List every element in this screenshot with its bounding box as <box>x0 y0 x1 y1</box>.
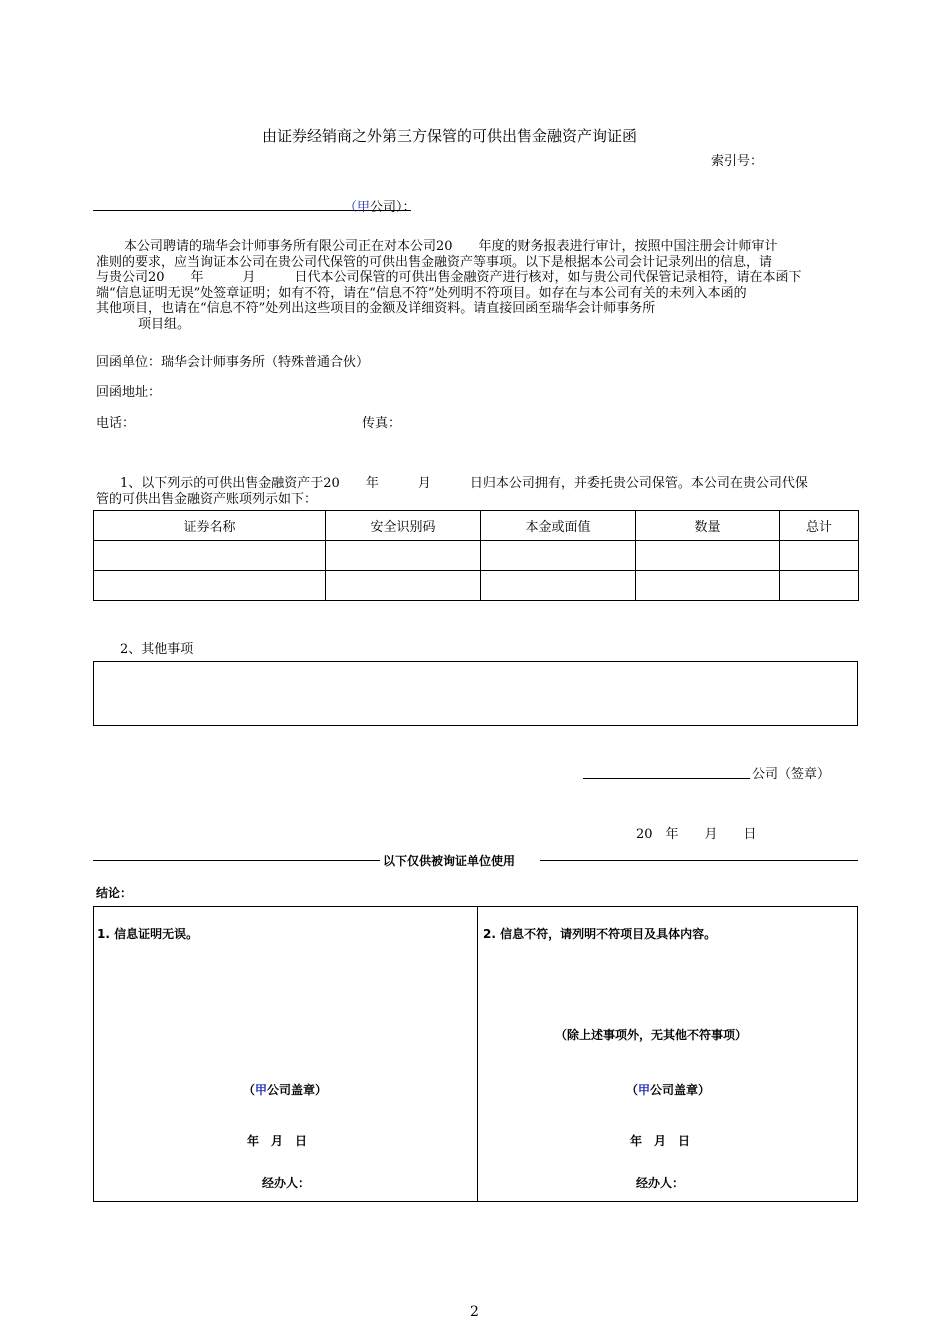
para-line-6: 项目组。 <box>138 316 191 332</box>
item1-line-1: 1、以下列示的可供出售金融资产于20 年 月 日归本公司拥有，并委托贵公司保管。本公司在贵公司代保 <box>120 476 808 491</box>
table-cell[interactable] <box>481 541 636 571</box>
left-seal-open: （ <box>243 1083 256 1097</box>
conclusion-box <box>93 906 858 1202</box>
para-line-4: 端“信息证明无误”处签章证明；如有不符，请在“信息不符”处列明不符项目。如存在与本公司有关的未列入本函的 <box>96 285 747 301</box>
header-principal: 本金或面值 <box>481 511 636 541</box>
divider-left-line <box>93 860 380 861</box>
assets-table <box>93 510 859 601</box>
table-cell[interactable] <box>481 571 636 601</box>
header-total: 总计 <box>780 511 859 541</box>
header-security-name: 证券名称 <box>94 511 326 541</box>
item1-line-2: 管的可供出售金融资产账项列示如下： <box>96 492 318 507</box>
table-row <box>94 541 859 571</box>
reply-unit: 回函单位：瑞华会计师事务所（特殊普通合伙） <box>96 355 370 370</box>
table-cell[interactable] <box>636 541 780 571</box>
left-box-date: 年 月 日 <box>247 1134 308 1148</box>
table-cell[interactable] <box>94 571 326 601</box>
left-box-seal <box>243 1081 327 1098</box>
right-box-handler: 经办人： <box>636 1176 685 1190</box>
table-cell[interactable] <box>94 541 326 571</box>
table-cell[interactable] <box>780 541 859 571</box>
right-seal-open: （ <box>626 1083 639 1097</box>
right-seal-blue-text: 甲 <box>638 1083 651 1097</box>
table-cell[interactable] <box>326 541 481 571</box>
table-cell[interactable] <box>780 571 859 601</box>
conclusion-label: 结论： <box>96 886 133 900</box>
reply-address: 回函地址： <box>96 385 162 400</box>
table-row <box>94 571 859 601</box>
company-seal-underline <box>583 778 750 779</box>
left-box-heading: 1. 信息证明无误。 <box>97 927 199 941</box>
para-line-2: 准则的要求，应当询证本公司在贵公司代保管的可供出售金融资产等事项。以下是根据本公司会计记录列出的信息，请 <box>96 254 773 270</box>
other-matters-box[interactable] <box>93 661 858 726</box>
header-security-id: 安全识别码 <box>326 511 481 541</box>
right-seal-close: 公司盖章） <box>650 1083 711 1097</box>
left-seal-close: 公司盖章） <box>267 1083 328 1097</box>
recipient-company <box>344 196 416 215</box>
fax-label: 传真： <box>362 416 402 431</box>
recipient-close: 公司）： <box>370 200 416 215</box>
other-matters-label: 2、其他事项 <box>120 642 194 657</box>
divider-right-line <box>540 860 858 861</box>
right-box-note: （除上述事项外，无其他不符事项） <box>555 1028 748 1042</box>
page-number: 2 <box>470 1304 479 1320</box>
left-seal-blue-text: 甲 <box>255 1083 268 1097</box>
right-box-heading: 2. 信息不符，请列明不符项目及具体内容。 <box>483 927 717 941</box>
phone-label: 电话： <box>96 416 136 431</box>
table-header-row <box>94 511 859 541</box>
document-title: 由证券经销商之外第三方保管的可供出售金融资产询证函 <box>262 127 638 145</box>
left-box-handler: 经办人： <box>262 1176 311 1190</box>
para-line-3: 与贵公司20 年 月 日代本公司保管的可供出售金融资产进行核对，如与贵公司代保管记录相符，请在本函下 <box>96 270 802 285</box>
right-box-seal <box>626 1081 710 1098</box>
recipient-open: （ <box>344 200 358 215</box>
company-seal-label: 公司（签章） <box>752 767 831 782</box>
intro-paragraph <box>96 239 846 332</box>
conclusion-divider <box>477 906 478 1202</box>
table-cell[interactable] <box>636 571 780 601</box>
right-box-date: 年 月 日 <box>630 1134 691 1148</box>
para-line-5: 其他项目，也请在“信息不符”处列出这些项目的金额及详细资料。请直接回函至瑞华会计师事务所 <box>96 301 656 316</box>
divider-label: 以下仅供被询证单位使用 <box>383 854 516 868</box>
header-quantity: 数量 <box>636 511 780 541</box>
para-line-1: 本公司聘请的瑞华会计师事务所有限公司正在对本公司20 年度的财务报表进行审计，按照中国注册会计师审计 <box>124 239 778 254</box>
index-number-label: 索引号： <box>711 154 764 169</box>
table-cell[interactable] <box>326 571 481 601</box>
recipient-blue-text: 甲 <box>357 200 371 215</box>
signature-date: 20 年 月 日 <box>636 827 757 842</box>
